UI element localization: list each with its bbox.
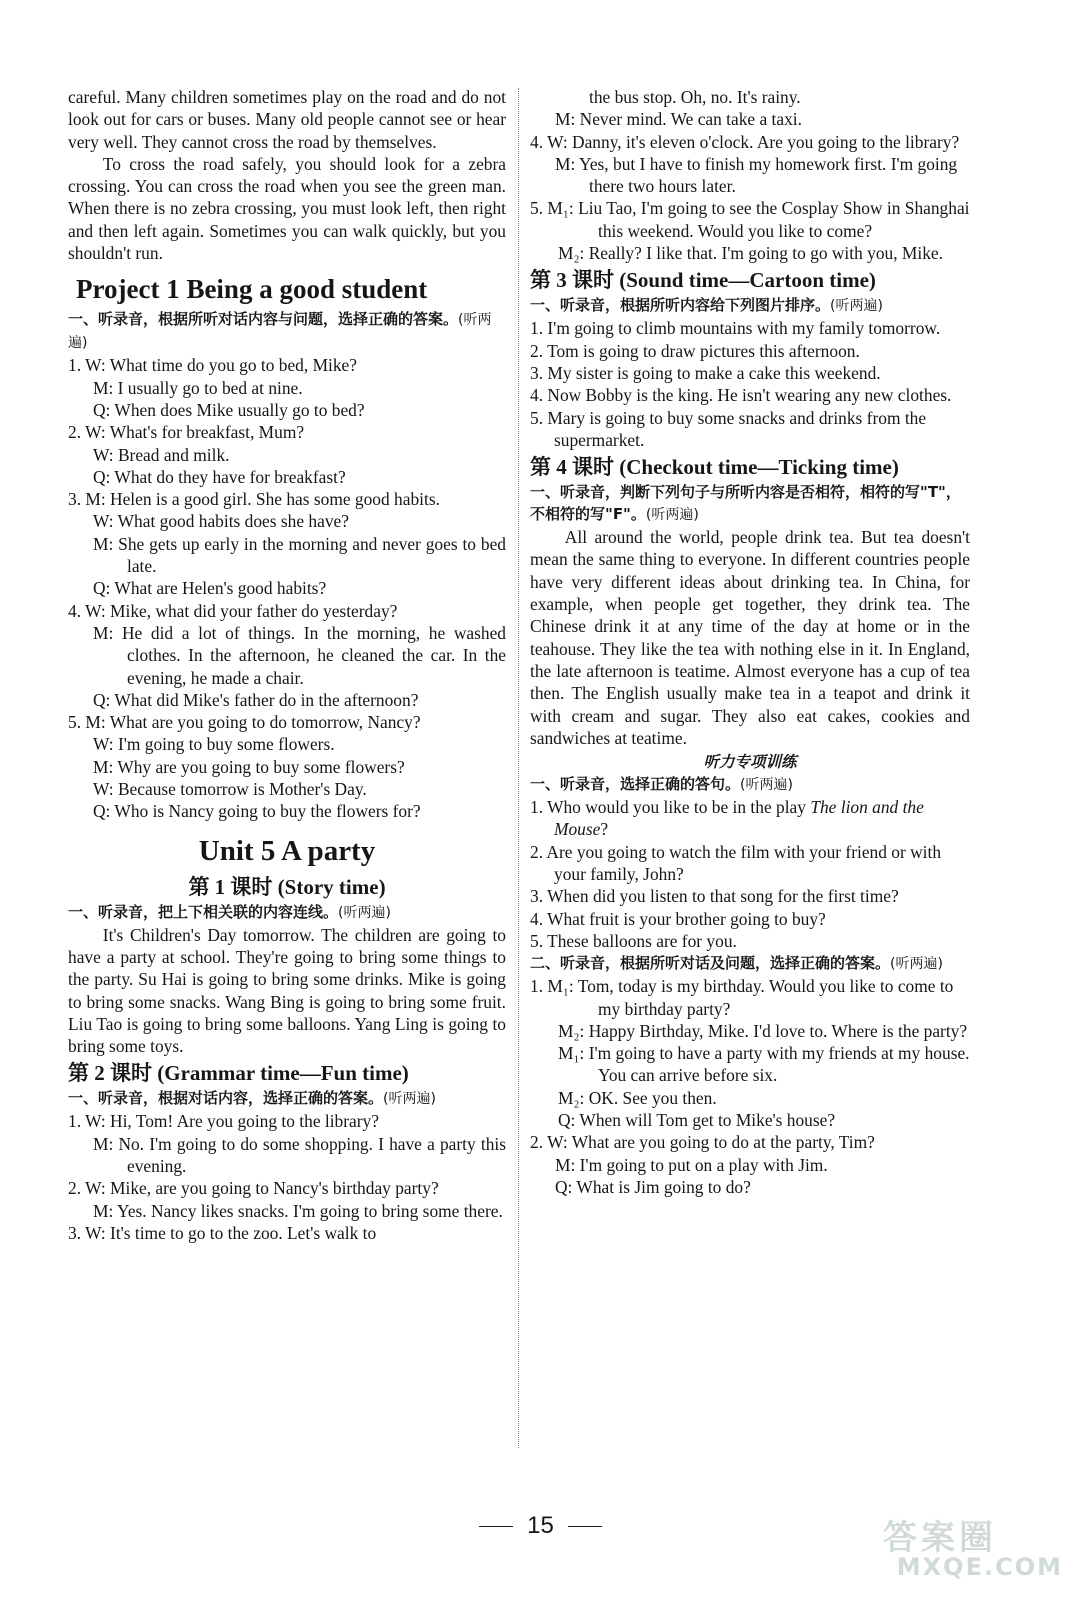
watermark-top: 答案圈 (883, 1518, 997, 1558)
special-instruction-1: 一、听录音，选择正确的答句。(听两遍) (530, 775, 793, 794)
column-divider (518, 88, 519, 1448)
special-item: 3. When did you listen to that song for the first time? (530, 886, 899, 907)
lesson-3-instruction: 一、听录音，根据所听内容给下列图片排序。(听两遍) (530, 296, 883, 315)
listening-special-title: 听力专项训练 (703, 753, 797, 772)
question-2: 2. W: What's for breakfast, Mum? W: Bread and milk. Q: What do they have for breakfast? (68, 422, 346, 487)
lesson-2-question-4: 4. W: Danny, it's eleven o'clock. Are you going to the library? M: Yes, but I have to finish my homework first. I'm going there two hours later. (530, 131, 960, 197)
lesson-2-question-3: 3. W: It's time to go to the zoo. Let's walk to (68, 1222, 377, 1243)
lesson-2-question-3-reply: M: Never mind. We can take a taxi. (555, 109, 802, 130)
passage-continued: careful. Many children sometimes play on the road and do not look out for cars or buses. Many old people cannot see or hear very well. They cannot cross the road by themselves. (68, 87, 506, 152)
special-item: 4. What fruit is your brother going to buy? (530, 908, 826, 929)
special-item: 1. Who would you like to be in the play The lion and the Mouse? (530, 797, 924, 840)
lesson-2-question-3-cont: the bus stop. Oh, no. It's rainy. (589, 87, 801, 107)
lesson-1-passage: It's Children's Day tomorrow. The children are going to have a party at school. They're going to bring some things to the party. Su Hai is going to bring some drinks. Mike is going to bring some snacks. Wang Bing is going to bring some fruit. Liu Tao is going to bring some balloons. Yang Ling is going to bring some toys. (68, 924, 506, 1057)
passage-paragraph: To cross the road safely, you should look for a zebra crossing. You can cross the road when you see the green man. When there is no zebra crossing, you must look left, then right and then left again. Sometimes you can walk quickly, but you shouldn't run. (68, 153, 506, 264)
page-number-dash-left (479, 1526, 513, 1527)
lesson-1-title: 第 1 课时 (Story time) (188, 874, 386, 899)
project-instruction: 一、听录音，根据所听对话内容与问题，选择正确的答案。(听两遍) (68, 310, 492, 352)
lesson-3-item: 1. I'm going to climb mountains with my family tomorrow. (530, 318, 941, 339)
lesson-2-instruction: 一、听录音，根据对话内容，选择正确的答案。(听两遍) (68, 1089, 436, 1108)
watermark-bottom: MXQE.COM (896, 1553, 1063, 1581)
question-4: 4. W: Mike, what did your father do yesterday? M: He did a lot of things. In the morning, he washed clothes. In the afternoon, he cleaned the car. In the evening, he made a chair. Q: What did Mike's father do in the afternoon? (68, 600, 506, 710)
unit-title: Unit 5 A party (198, 834, 376, 867)
page-number-dash-right (568, 1526, 602, 1527)
lesson-2-question-5: 5. M₁: Liu Tao, I'm going to see the Cosplay Show in Shanghai this weekend. Would you like to come? M₂: Really? I like that. I'm going to go with you, Mike. (530, 198, 970, 264)
question-5: 5. M: What are you going to do tomorrow, Nancy? W: I'm going to buy some flowers. M: Why are you going to buy some flowers? W: Because tomorrow is Mother's Day. Q: Who is Nancy going to buy the flowers for? (68, 712, 421, 822)
special-question-2: 2. W: What are you going to do at the party, Tim? M: I'm going to put on a play with Jim. Q: What is Jim going to do? (530, 1132, 875, 1197)
watermark-logo (883, 1510, 1063, 1582)
lesson-4-instruction: 一、听录音，判断下列句子与所听内容是否相符，相符的写"T"，不相符的写"F"。(听两遍) (530, 483, 961, 524)
lesson-3-item: 4. Now Bobby is the king. He isn't wearing any new clothes. (530, 385, 952, 406)
lesson-4-title: 第 4 课时 (Checkout time—Ticking time) (530, 455, 899, 480)
lesson-2-title: 第 2 课时 (Grammar time—Fun time) (68, 1061, 409, 1086)
right-column (530, 86, 970, 1198)
question-3: 3. M: Helen is a good girl. She has some good habits. W: What good habits does she have? M: She gets up early in the morning and never goes to bed late. Q: What are Helen's good habits? (68, 489, 506, 599)
project-title: Project 1 Being a good student (76, 274, 428, 305)
lesson-2-question-1: 1. W: Hi, Tom! Are you going to the library? M: No. I'm going to do some shopping. I have a party this evening. (68, 1111, 506, 1176)
special-question-1: 1. M₁: Tom, today is my birthday. Would you like to come to my birthday party? M₂: Happy Birthday, Mike. I'd love to. Where is the party? M₁: I'm going to have a party with my friends at my house. You can arrive before six. M₂: OK. See you then. Q: When will Tom get to Mike's house? (530, 976, 970, 1130)
lesson-3-item: 5. Mary is going to buy some snacks and drinks from the supermarket. (530, 407, 927, 450)
lesson-3-item: 3. My sister is going to make a cake this weekend. (530, 362, 881, 383)
special-instruction-2: 二、听录音，根据所听对话及问题，选择正确的答案。(听两遍) (530, 954, 943, 973)
left-column (68, 86, 506, 1244)
lesson-3-item: 2. Tom is going to draw pictures this afternoon. (530, 340, 860, 361)
lesson-1-instruction: 一、听录音，把上下相关联的内容连线。(听两遍) (68, 902, 391, 921)
special-item: 5. These balloons are for you. (530, 930, 737, 951)
lesson-4-passage: All around the world, people drink tea. But tea doesn't mean the same thing to everyone. In different countries people have very different ideas about drinking tea. In China, for example, when people get together, they drink tea. The Chinese drink it at any time of the day at home or in the teahouse. They like the tea with nothing else in it. In England, the late afternoon is teatime. Almost everyone has a cup of tea then. The English usually make tea in a teapot and drink it with cream and sugar. They also eat cakes, cookies and sandwiches at teatime. (530, 527, 970, 748)
special-item: 2. Are you going to watch the film with your friend or with your family, John? (530, 841, 942, 885)
question-1: 1. W: What time do you go to bed, Mike? M: I usually go to bed at nine. Q: When does Mike usually go to bed? (68, 355, 365, 420)
lesson-3-title: 第 3 课时 (Sound time—Cartoon time) (530, 268, 876, 293)
lesson-2-question-2: 2. W: Mike, are you going to Nancy's birthday party? M: Yes. Nancy likes snacks. I'm going to bring some there. (68, 1178, 503, 1221)
page-number-text: 15 (527, 1512, 554, 1539)
